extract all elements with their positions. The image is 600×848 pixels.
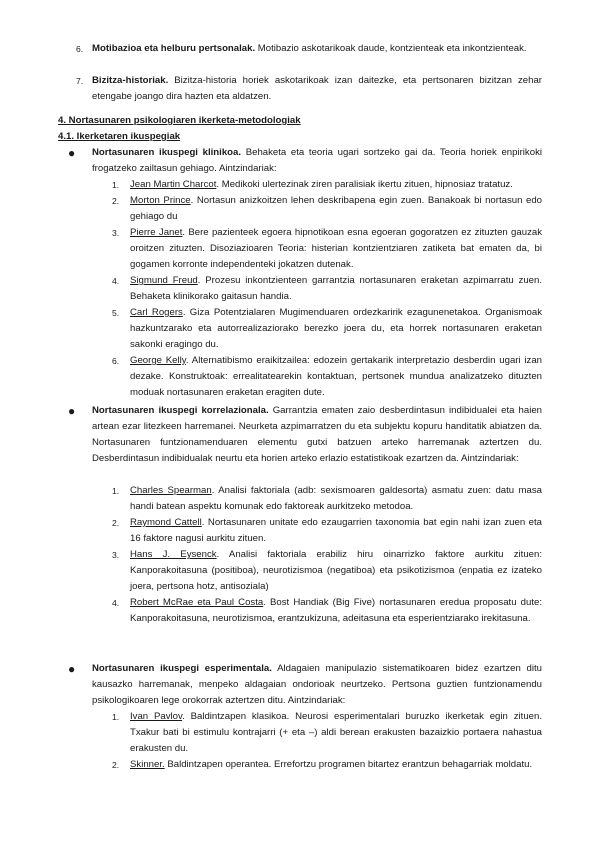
item-title: Motibazioa eta helburu pertsonalak. [92,43,256,54]
bullet-title: Nortasunaren ikuspegi korrelazionala. [92,405,269,416]
bullet-item-correlational [68,403,543,467]
subsection-heading: 4.1. Ikerketaren ikuspegiak [58,131,181,142]
list-number: 2. [112,760,120,770]
item-text: Baldintzapen operantea. Errefortzu programen bitartez erantzun behagarriak moldatu. [164,759,533,770]
list-item [76,41,542,57]
bullet-text: Garrantzia ematen zaio desberdintasun indibidualei eta haien artean ezar litezkeen harremanei. Neurketa azpimarratzen du eta subjektu kopuru handitatik abiatzen da. Nortasunaren funtzionamenduaren elementu gutxi batzuen arteko harremanak aztertzen du. Desberdintasun indibidualak neurtu eta horien arteko erlazio estatistikoak ezartzen da. Aintzindariak: [92,405,543,464]
list-number: 4. [112,598,120,608]
list-number: 2. [112,196,120,206]
bullet-icon: ● [68,404,76,418]
list-item [112,515,542,547]
item-text: . Bost Handiak (Big Five) nortasunaren eredua proposatu dute: Kanporakoitasuna, neurotizismoa, erantzukizuna, adeitasuna eta esperientziarako irekitasuna. [130,597,542,624]
list-item [112,483,542,515]
author-link[interactable]: Raymond Cattell [130,517,202,528]
bullet-icon: ● [68,146,76,160]
item-text: . Alternatibismo eraikitzailea: edozein gertakarik interpretazio desberdin ugari izan dezake. Konstruktoak: errealitatearekin kontaktuan, pertsonek mundua analizatzeko dituzten moduak nortasunaren eraketan eragiten dute. [130,355,542,398]
item-text: . Bere pazienteek egoera hipnotikoan esna egoeran gogoratzen ez zituzten gauzak oroitzen zituzten. Disoziazioaren Teoria: histerian kontzientziaren zatiketa bat ematen da, bi gogamen korronte independenteki jokatzen dutenak. [130,227,542,270]
list-number: 1. [112,486,120,496]
item-text: . Giza Potentzialaren Mugimenduaren ordezkaririk ezagunenetakoa. Organismoak hazkuntzarako eta autorrealizaziorako berezko joera du, eta horrek nortasunaren eraketan sakonki eragingo du. [130,307,542,350]
list-number: 7. [76,76,84,86]
list-item [112,177,542,193]
list-item [112,353,542,401]
author-link[interactable]: Skinner. [130,759,165,770]
item-text: . Nortasun anizkoitzen lehen deskribapena egin zuen. Banakoak bi nortasun edo gehiago du [130,195,542,222]
item-text: . Analisi faktoriala (adb: sexismoaren galdesorta) asmatu zuen: datu masa handi batean aspektu komunak edo faktoreak aurkitzeko metodoa. [130,485,542,512]
list-item [112,547,542,595]
bullet-text: Aldagaien manipulazio sistematikoaren bidez ezartzen ditu kausazko harremanak, menpeko aldagaian ondorioak neurtzeko. Pertsona guztien funtzionamendu psikologikoaren lege orokorrak aztertzen ditu. Aintzindariak: [92,663,543,706]
item-text: . Prozesu inkontzienteen garrantzia nortasunaren eraketan azpimarratu zuen. Behaketa klinikorako gaitasun handia. [130,275,543,302]
bullet-title: Nortasunaren ikuspegi klinikoa. [92,147,242,158]
item-text: Bizitza-historia horiek askotarikoak izan daitezke, eta pertsonaren bizitzan zehar etengabe joango dira hazten eta aldatzen. [92,75,542,102]
author-link[interactable]: Ivan Pavlov [130,711,183,722]
item-text: Motibazio askotarikoak daude, kontzienteak eta inkontzienteak. [255,43,527,54]
author-link[interactable]: Robert McRae eta Paul Costa [130,597,264,608]
bullet-text: Behaketa eta teoria ugari sortzeko gai da. Teoria horiek enpirikoki frogatzeko zailtasun gehiago. Aintzindariak: [92,147,542,174]
item-title: Bizitza-historiak. [92,75,169,86]
author-link[interactable]: George Kelly [130,355,186,366]
list-item [112,273,543,305]
list-number: 5. [112,308,120,318]
author-link[interactable]: Sigmund Freud [130,275,198,286]
author-link[interactable]: Jean Martin Charcot [130,179,217,190]
author-link[interactable]: Pierre Janet [130,227,183,238]
bullet-icon: ● [68,662,76,676]
item-text: . Analisi faktoriala erabiliz hiru oinarrizko faktore aurkitu zituen: Kanporakoitasuna (positiboa), neurotizismoa (negatiboa) eta psikotizismoa (enpatia ez izateko joera, pertsona hotz, antisoziala) [130,549,542,592]
author-link[interactable]: Charles Spearman [130,485,212,496]
list-item [112,757,542,773]
list-item [112,305,542,353]
list-number: 6. [112,356,120,366]
item-text: . Medikoki ulertezinak ziren paralisiak ikertu zituen, hipnosiaz tratatuz. [216,179,513,190]
item-text: . Baldintzapen klasikoa. Neurosi esperimentalari buruzko ikerketak egin zituen. Txakur bati bi estimulu kontrajarri (+ eta –) aldi berean erakusten bazaizkio portaera nahastua erakusten du. [130,711,542,754]
list-item [112,595,542,627]
section-heading: 4. Nortasunaren psikologiaren ikerketa-metodologiak [58,115,301,126]
list-item [112,193,542,225]
list-number: 1. [112,180,120,190]
list-item [76,73,542,105]
bullet-item-experimental [68,661,543,709]
list-number: 2. [112,518,120,528]
bullet-title: Nortasunaren ikuspegi esperimentala. [92,663,272,674]
list-item [112,225,542,273]
author-link[interactable]: Carl Rogers [130,307,183,318]
list-number: 4. [112,276,120,286]
author-link[interactable]: Hans J. Eysenck [130,549,217,560]
list-number: 3. [112,228,120,238]
list-number: 1. [112,712,120,722]
bullet-item-clinical [68,145,542,177]
list-number: 6. [76,44,84,54]
list-number: 3. [112,550,120,560]
list-item [112,709,542,757]
author-link[interactable]: Morton Prince [130,195,191,206]
item-text: . Nortasunaren unitate edo ezaugarrien taxonomia bat egin nahi izan zuen eta 16 faktore nagusi aurkitu zituen. [130,517,542,544]
